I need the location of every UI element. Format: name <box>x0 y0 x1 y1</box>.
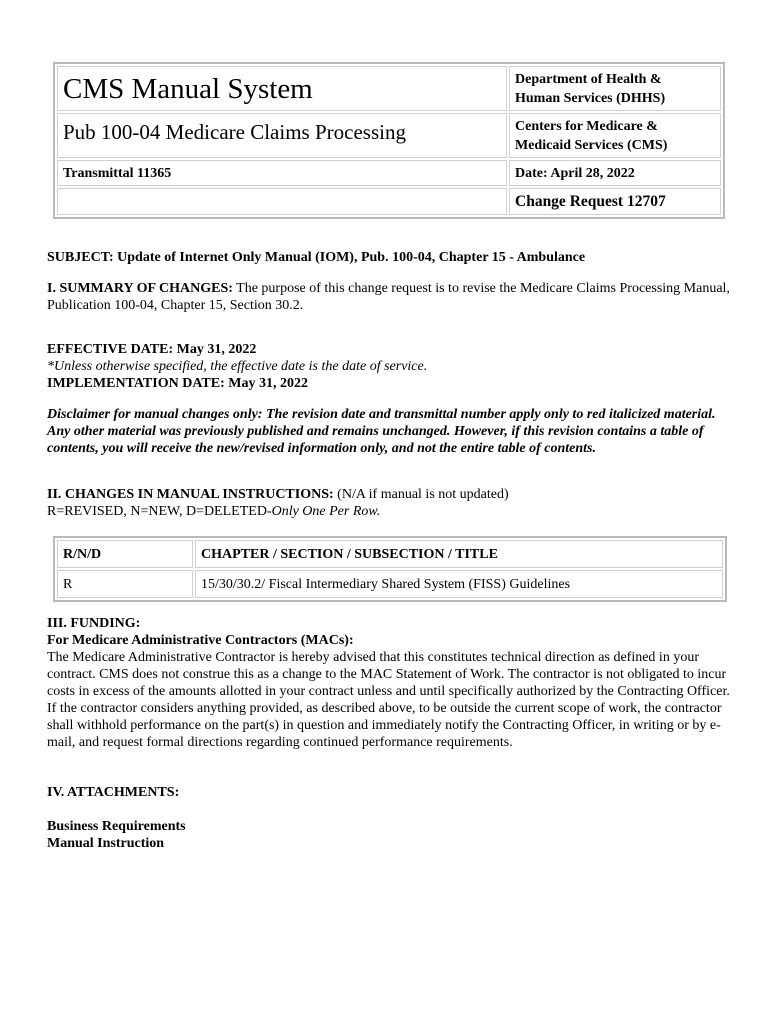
funding-subheading: For Medicare Administrative Contractors (MACs): <box>47 633 354 648</box>
changes-label-note: (N/A if manual is not updated) <box>333 487 509 502</box>
dept-line-1: Department of Health & <box>515 72 662 87</box>
attachments-list <box>47 818 737 852</box>
pub-title: Pub 100-04 Medicare Claims Processing <box>63 120 406 144</box>
summary-text: The purpose of this change request is to revise the Medicare Claims Processing Manual, Publication 100-04, Chapter 15, Section 30.2. <box>47 281 730 313</box>
change-request: Change Request 12707 <box>515 193 666 210</box>
centers-line-2: Medicaid Services (CMS) <box>515 138 668 153</box>
effective-date-note: *Unless otherwise specified, the effective date is the date of service. <box>47 359 428 374</box>
changes-legend: R=REVISED, N=NEW, D=DELETED- <box>47 504 272 519</box>
system-title: CMS Manual System <box>63 73 313 105</box>
table-row <box>57 570 723 598</box>
centers-line-1: Centers for Medicare & <box>515 119 658 134</box>
subject-line: SUBJECT: Update of Internet Only Manual (IOM), Pub. 100-04, Chapter 15 - Ambulance <box>47 250 586 265</box>
pub-title-cell <box>57 113 507 158</box>
summary-section <box>47 280 737 314</box>
transmittal: Transmittal 11365 <box>63 166 172 181</box>
column-header-title: CHAPTER / SECTION / SUBSECTION / TITLE <box>195 540 723 568</box>
dept-cell <box>509 66 721 111</box>
change-request-cell <box>509 188 721 215</box>
changes-table <box>53 536 727 602</box>
funding-section <box>47 615 737 751</box>
centers-cell <box>509 113 721 158</box>
attachments-heading: IV. ATTACHMENTS: <box>47 785 180 800</box>
effective-date: EFFECTIVE DATE: May 31, 2022 <box>47 342 257 357</box>
list-item: Business Requirements <box>47 819 186 834</box>
implementation-date: IMPLEMENTATION DATE: May 31, 2022 <box>47 376 308 391</box>
funding-text: The Medicare Administrative Contractor is hereby advised that this constitutes technical direction as defined in your contract. CMS does not construe this as a change to the MAC Statement of Work. The contractor is not obligated to incur costs in excess of the amounts allotted in your contract unless and until specifically authorized by the Contracting Officer. If the contractor considers anything provided, as described above, to be outside the current scope of work, the contractor shall withhold performance on the part(s) in question and immediately notify the Contracting Officer, in writing or by e-mail, and request formal directions regarding continued performance requirements. <box>47 650 730 750</box>
issue-date: Date: April 28, 2022 <box>515 166 635 181</box>
table-cell-rnd: R <box>57 570 193 598</box>
changes-section <box>47 486 737 520</box>
dept-line-2: Human Services (DHHS) <box>515 91 666 106</box>
header-table <box>53 62 725 219</box>
table-header-row <box>57 540 723 568</box>
disclaimer: Disclaimer for manual changes only: The revision date and transmittal number apply only to red italicized material. Any other material was previously published and remains unchanged. However, if this revision contains a table of contents, you will receive the new/revised information only, and not the entire table of contents. <box>47 407 716 456</box>
summary-label: I. SUMMARY OF CHANGES: <box>47 281 233 296</box>
transmittal-cell <box>57 160 507 186</box>
funding-heading: III. FUNDING: <box>47 616 141 631</box>
list-item: Manual Instruction <box>47 836 165 851</box>
changes-legend-italic: Only One Per Row. <box>271 504 381 519</box>
empty-cell <box>57 188 507 215</box>
column-header-rnd: R/N/D <box>57 540 193 568</box>
table-cell-title: 15/30/30.2/ Fiscal Intermediary Shared System (FISS) Guidelines <box>195 570 723 598</box>
changes-label: II. CHANGES IN MANUAL INSTRUCTIONS: <box>47 487 334 502</box>
dates-section <box>47 341 737 392</box>
system-title-cell <box>57 66 507 111</box>
date-cell <box>509 160 721 186</box>
